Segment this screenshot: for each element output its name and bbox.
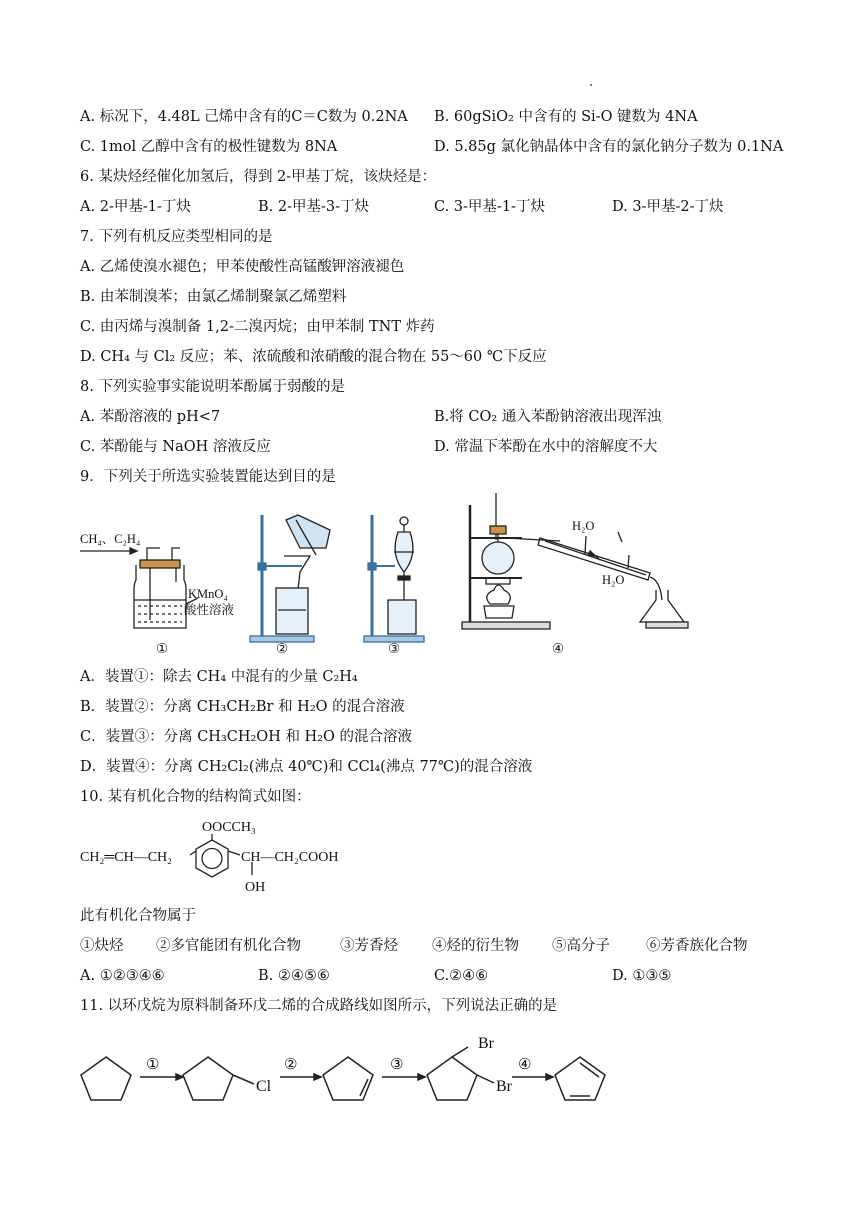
step-4-label: ④ (518, 1055, 532, 1073)
q10-option-b: B. ②④⑤⑥ (258, 968, 330, 984)
q10-category-1: ①炔烃 (80, 938, 124, 954)
q8-option-a: A. 苯酚溶液的 pH<7 (80, 409, 221, 425)
q5-option-a: A. 标况下，4.48L 己烯中含有的C＝C数为 0.2NA (80, 109, 408, 125)
q10-category-4: ④烃的衍生物 (432, 938, 519, 954)
apparatus-label-3: ③ (388, 641, 401, 657)
q7-option-c: C. 由丙烯与溴制备 1,2-二溴丙烷；由甲苯制 TNT 炸药 (80, 319, 435, 335)
q10-category-6: ⑥芳香族化合物 (646, 938, 748, 954)
q6-option-b: B. 2-甲基-3-丁炔 (258, 199, 370, 215)
q10-intro: 此有机化合物属于 (80, 908, 196, 924)
chlorocyclopentane (183, 1057, 254, 1100)
hydroxyl-group: OH (245, 880, 266, 895)
chloro-label: Cl (256, 1078, 272, 1095)
q9-apparatus-figure (0, 485, 868, 660)
q10-stem: 10. 某有机化合物的结构简式如图： (80, 789, 311, 805)
water-inlet-label: H₂O (602, 573, 625, 587)
q10-option-c: C.②④⑥ (434, 968, 489, 984)
q8-option-b: B.将 CO₂ 通入苯酚钠溶液出现浑浊 (434, 409, 662, 425)
apparatus-1-solution-label: 酸性溶液 (184, 602, 235, 617)
q7-stem: 7. 下列有机反应类型相同的是 (80, 229, 273, 245)
q10-category-2: ②多官能团有机化合物 (156, 938, 301, 954)
step-3-label: ③ (390, 1055, 404, 1073)
q7-option-d: D. CH₄ 与 Cl₂ 反应；苯、浓硫酸和浓硝酸的混合物在 55～60 ℃下反应 (80, 349, 547, 365)
apparatus-label-2: ② (276, 641, 289, 657)
q6-option-d: D. 3-甲基-2-丁炔 (612, 199, 724, 215)
step-1-label: ① (146, 1055, 160, 1073)
q6-option-c: C. 3-甲基-1-丁炔 (434, 199, 545, 215)
bromo-label-right: Br (496, 1078, 512, 1095)
q5-option-b: B. 60gSiO₂ 中含有的 Si-O 键数为 4NA (434, 109, 698, 125)
q7-option-a: A. 乙烯使溴水褪色；甲苯使酸性高锰酸钾溶液褪色 (80, 259, 405, 275)
bromo-label-top: Br (478, 1035, 494, 1052)
q8-option-c: C. 苯酚能与 NaOH 溶液反应 (80, 439, 271, 455)
apparatus-label-4: ④ (552, 641, 565, 657)
apparatus-1-gas-label: CH₄、C₂H₄ (80, 532, 141, 546)
acetoxy-group: OOCCH₃ (202, 820, 256, 835)
q9-stem: 9．下列关于所选实验装置能达到目的是 (80, 469, 336, 485)
q10-option-d: D. ①③⑤ (612, 968, 672, 984)
q8-option-d: D. 常温下苯酚在水中的溶解度不大 (434, 439, 658, 455)
q10-category-5: ⑤高分子 (552, 938, 610, 954)
apparatus-1-wash-bottle (80, 548, 198, 628)
apparatus-3-separatory-funnel (364, 515, 424, 642)
allyl-group: CH₂═CH—CH₂ (80, 850, 173, 865)
q8-stem: 8. 下列实验事实能说明苯酚属于弱酸的是 (80, 379, 345, 395)
q10-option-a: A. ①②③④⑥ (80, 968, 165, 984)
step-2-label: ② (284, 1055, 298, 1073)
q6-option-a: A. 2-甲基-1-丁炔 (80, 199, 191, 215)
q9-option-c: C．装置③：分离 CH₃CH₂OH 和 H₂O 的混合溶液 (80, 729, 413, 745)
apparatus-1-reagent-label: KMnO₄ (188, 587, 228, 601)
q5-option-c: C. 1mol 乙醇中含有的极性键数为 8NA (80, 139, 338, 155)
q11-synthesis-route (0, 1025, 868, 1125)
cyclopentane (81, 1057, 131, 1100)
q9-option-d: D．装置④：分离 CH₂Cl₂(沸点 40℃)和 CCl₄(沸点 77℃)的混合溶液 (80, 759, 533, 775)
cyclopentadiene (555, 1057, 605, 1100)
q9-option-a: A．装置①：除去 CH₄ 中混有的少量 C₂H₄ (80, 669, 358, 685)
dibromocyclopentane (427, 1047, 494, 1100)
q10-structure-figure (0, 810, 868, 900)
q5-option-d: D. 5.85g 氯化钠晶体中含有的氯化钠分子数为 0.1NA (434, 139, 784, 155)
q10-category-3: ③芳香烃 (340, 938, 398, 954)
q6-stem: 6. 某炔烃经催化加氢后，得到 2-甲基丁烷，该炔烃是： (80, 169, 437, 185)
q9-option-b: B．装置②：分离 CH₃CH₂Br 和 H₂O 的混合溶液 (80, 699, 405, 715)
apparatus-label-1: ① (156, 641, 169, 657)
side-chain-group: CH—CH₂COOH (241, 850, 339, 865)
page-mark (590, 84, 592, 86)
cyclopentene (323, 1057, 373, 1100)
apparatus-4-distillation (462, 493, 688, 629)
water-outlet-label: H₂O (572, 519, 595, 533)
apparatus-2-funnel-stand (250, 515, 330, 642)
q7-option-b: B. 由苯制溴苯；由氯乙烯制聚氯乙烯塑料 (80, 289, 347, 305)
q11-stem: 11. 以环戊烷为原料制备环戊二烯的合成路线如图所示，下列说法正确的是 (80, 998, 558, 1014)
